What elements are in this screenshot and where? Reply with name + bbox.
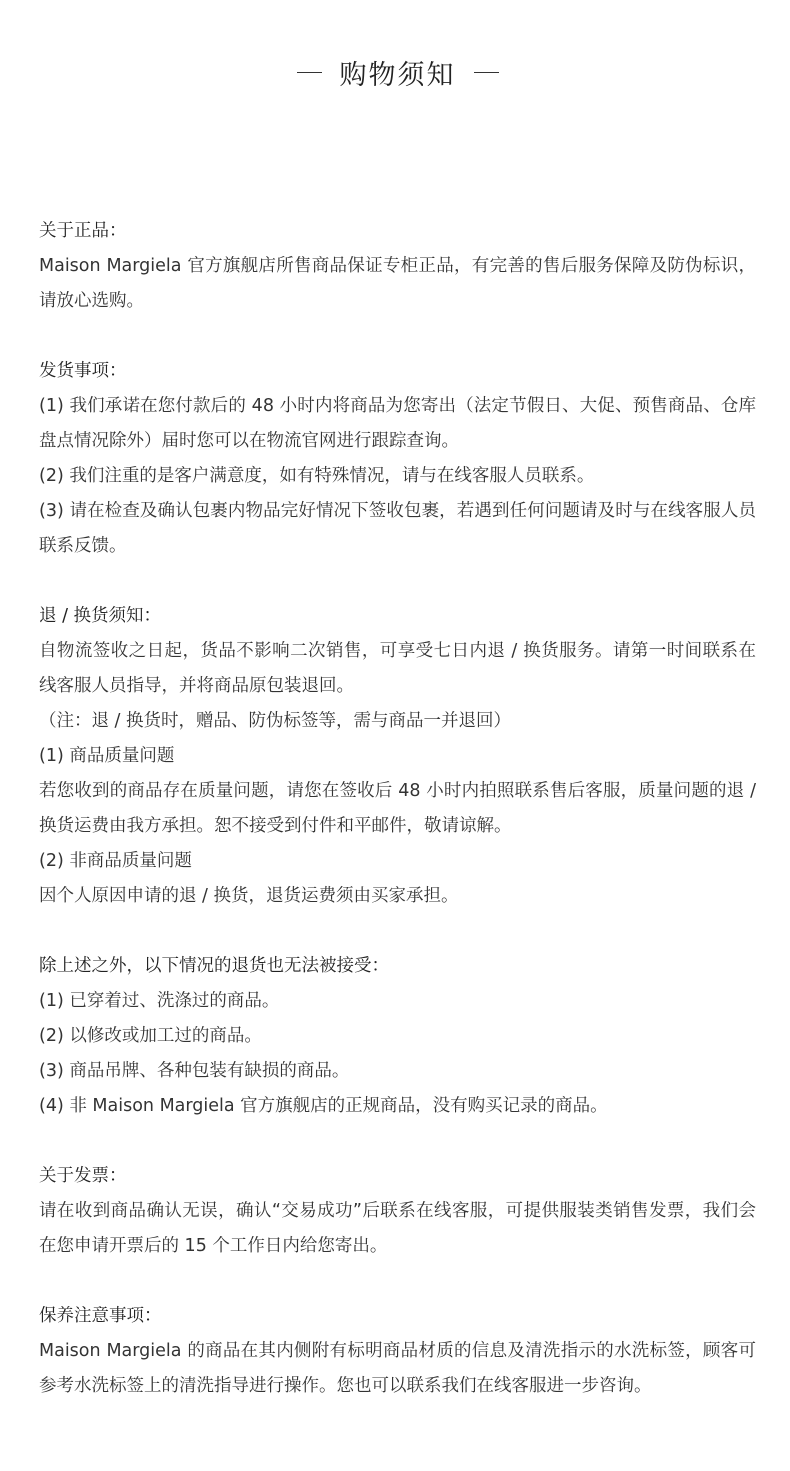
section-paragraph: Maison Margiela 官方旗舰店所售商品保证专柜正品，有完善的售后服务保障及防伪标识，请放心选购。	[39, 256, 756, 311]
page-title: 购物须知	[339, 59, 456, 91]
section-paragraph: 因个人原因申请的退 / 换货，退货运费须由买家承担。	[39, 886, 459, 906]
section-paragraph: (1) 已穿着过、洗涤过的商品。	[39, 991, 280, 1011]
section-care	[39, 1299, 756, 1404]
section-heading: 除上述之外，以下情况的退货也无法被接受：	[39, 956, 389, 976]
section-paragraph: (3) 商品吊牌、各种包装有缺损的商品。	[39, 1061, 350, 1081]
section-paragraph: 自物流签收之日起，货品不影响二次销售，可享受七日内退 / 换货服务。请第一时间联系在线客服人员指导，并将商品原包装退回。	[39, 641, 756, 696]
section-return-exceptions	[39, 949, 756, 1124]
section-paragraph: Maison Margiela 的商品在其内侧附有标明商品材质的信息及清洗指示的水洗标签，顾客可参考水洗标签上的清洗指导进行操作。您也可以联系我们在线客服进一步咨询。	[39, 1341, 756, 1396]
section-paragraph: (2) 以修改或加工过的商品。	[39, 1026, 262, 1046]
title-left-dash	[297, 72, 322, 73]
title-row	[39, 36, 756, 108]
section-heading: 保养注意事项：	[39, 1306, 162, 1326]
title-right-dash	[474, 72, 499, 73]
section-shipping	[39, 354, 756, 564]
section-paragraph: (2) 我们注重的是客户满意度，如有特殊情况，请与在线客服人员联系。	[39, 466, 595, 486]
section-heading: 关于正品：	[39, 221, 127, 241]
section-paragraph: (1) 商品质量问题	[39, 746, 175, 766]
section-heading: 发货事项：	[39, 361, 127, 381]
section-invoice	[39, 1159, 756, 1264]
section-paragraph: 请在收到商品确认无误，确认“交易成功”后联系在线客服，可提供服装类销售发票，我们会在您申请开票后的 15 个工作日内给您寄出。	[39, 1201, 756, 1256]
notice-content	[39, 214, 756, 1404]
section-authenticity	[39, 214, 756, 319]
section-paragraph: 若您收到的商品存在质量问题，请您在签收后 48 小时内拍照联系售后客服，质量问题的退 / 换货运费由我方承担。恕不接受到付件和平邮件，敬请谅解。	[39, 781, 756, 836]
section-returns	[39, 599, 756, 914]
section-paragraph: (3) 请在检查及确认包裹内物品完好情况下签收包裹，若遇到任何问题请及时与在线客服人员联系反馈。	[39, 501, 756, 556]
section-paragraph: （注：退 / 换货时，赠品、防伪标签等，需与商品一并退回）	[39, 711, 512, 731]
section-paragraph: (4) 非 Maison Margiela 官方旗舰店的正规商品，没有购买记录的商品。	[39, 1096, 608, 1116]
section-heading: 退 / 换货须知：	[39, 606, 162, 626]
shopping-notice-page	[0, 59, 790, 1471]
section-paragraph: (2) 非商品质量问题	[39, 851, 192, 871]
section-paragraph: (1) 我们承诺在您付款后的 48 小时内将商品为您寄出（法定节假日、大促、预售商品、仓库盘点情况除外）届时您可以在物流官网进行跟踪查询。	[39, 396, 756, 451]
section-heading: 关于发票：	[39, 1166, 127, 1186]
